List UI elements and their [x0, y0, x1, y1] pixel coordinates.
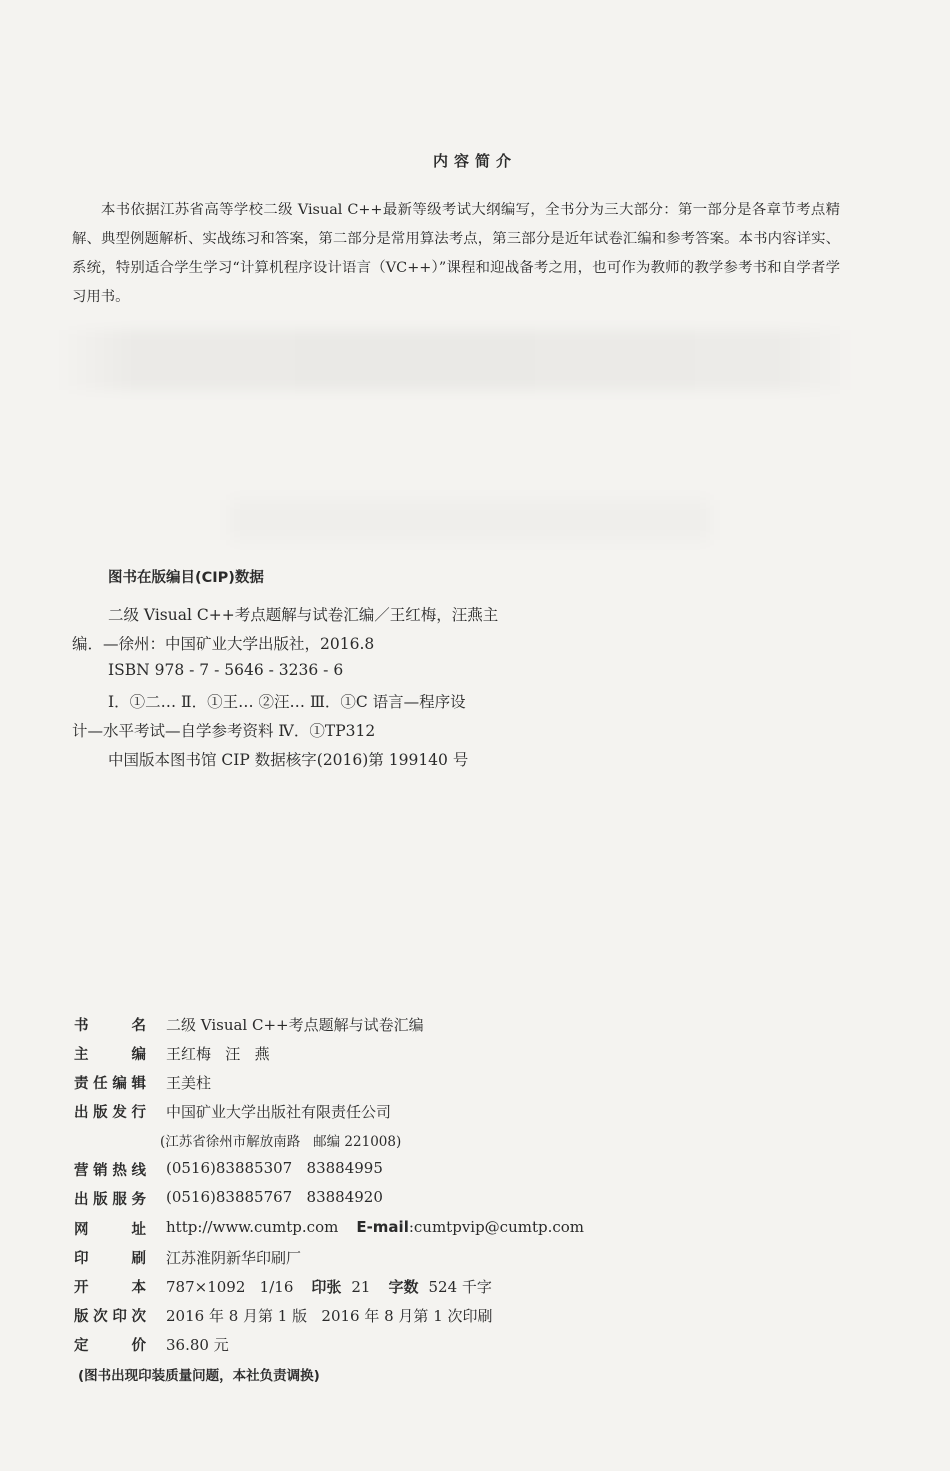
label-price: 定价	[74, 1338, 146, 1354]
colophon-price	[74, 1334, 229, 1355]
cip-line-2: 编．—徐州：中国矿业大学出版社，2016.8	[72, 635, 375, 653]
label-resp-editor: 责任编辑	[74, 1076, 146, 1092]
label-printer: 印刷	[74, 1251, 146, 1267]
label-editors: 主编	[74, 1047, 146, 1063]
value-publisher: 中国矿业大学出版社有限责任公司	[166, 1103, 392, 1121]
cip-line-6: 中国版本图书馆 CIP 数据核字(2016)第 199140 号	[108, 751, 469, 769]
label-service: 出版服务	[74, 1192, 146, 1208]
value-edition: 2016 年 8 月第 1 版 2016 年 8 月第 1 次印刷	[166, 1307, 493, 1325]
label-marketing: 营销热线	[74, 1163, 146, 1179]
label-publisher: 出版发行	[74, 1105, 146, 1121]
words-label: 字数	[388, 1278, 419, 1296]
website-url[interactable]: http://www.cumtp.com	[166, 1218, 339, 1236]
value-marketing: (0516)83885307 83884995	[166, 1159, 383, 1177]
format-size: 787×1092 1/16	[166, 1278, 294, 1296]
value-format	[166, 1276, 492, 1297]
email-address[interactable]: :cumtpvip@cumtp.com	[408, 1218, 585, 1236]
value-editors: 王红梅 汪 燕	[166, 1045, 270, 1063]
value-website	[166, 1218, 584, 1236]
sheets-value: 21	[351, 1278, 371, 1296]
label-book-name: 书名	[74, 1018, 146, 1034]
colophon-format	[74, 1276, 492, 1297]
colophon-printer	[74, 1247, 302, 1268]
email-label: E-mail	[356, 1218, 409, 1236]
colophon-notice: (图书出现印装质量问题，本社负责调换)	[78, 1368, 320, 1384]
value-printer: 江苏淮阴新华印刷厂	[166, 1249, 302, 1267]
intro-title: 内容简介	[432, 152, 517, 170]
cip-title: 图书在版编目(CIP)数据	[108, 570, 264, 586]
cip-line-5: 计—水平考试—自学参考资料 Ⅳ．①TP312	[72, 722, 376, 740]
intro-body: 本书依据江苏省高等学校二级 Visual C++最新等级考试大纲编写，全书分为三大部分：第一部分是各章节考点精解、典型例题解析、实战练习和答案，第二部分是常用算法考点，第三部分是近年试卷汇编和参考答案。本书内容详实、系统，特别适合学生学习“计算机程序设计语言（VC++）”课程和迎战备考之用，也可作为教师的教学参考书和自学者学习用书。	[72, 202, 840, 305]
colophon-editors	[74, 1043, 270, 1064]
sheets-label: 印张	[311, 1278, 342, 1296]
cip-line-1: 二级 Visual C++考点题解与试卷汇编／王红梅，汪燕主	[108, 606, 499, 624]
value-price: 36.80 元	[166, 1336, 229, 1354]
colophon-address: (江苏省徐州市解放南路 邮编 221008)	[160, 1134, 402, 1150]
colophon-resp-editor	[74, 1072, 212, 1093]
show-through-shadow-2	[230, 500, 710, 540]
words-value: 524 千字	[428, 1278, 492, 1296]
colophon-marketing	[74, 1159, 383, 1180]
cip-line-3: ISBN 978 - 7 - 5646 - 3236 - 6	[108, 661, 344, 679]
colophon-website	[74, 1218, 585, 1239]
value-resp-editor: 王美柱	[166, 1074, 212, 1092]
colophon-service	[74, 1188, 383, 1209]
show-through-shadow	[55, 330, 855, 390]
label-website: 网址	[74, 1222, 146, 1238]
label-format: 开本	[74, 1280, 146, 1296]
colophon-publisher	[74, 1101, 392, 1122]
cip-line-4: Ⅰ．①二… Ⅱ．①王… ②汪… Ⅲ．①C 语言—程序设	[108, 693, 466, 711]
value-service: (0516)83885767 83884920	[166, 1188, 383, 1206]
colophon-book-name	[74, 1014, 424, 1035]
colophon-edition	[74, 1305, 493, 1326]
value-book-name: 二级 Visual C++考点题解与试卷汇编	[166, 1016, 424, 1034]
label-edition: 版次印次	[74, 1309, 146, 1325]
